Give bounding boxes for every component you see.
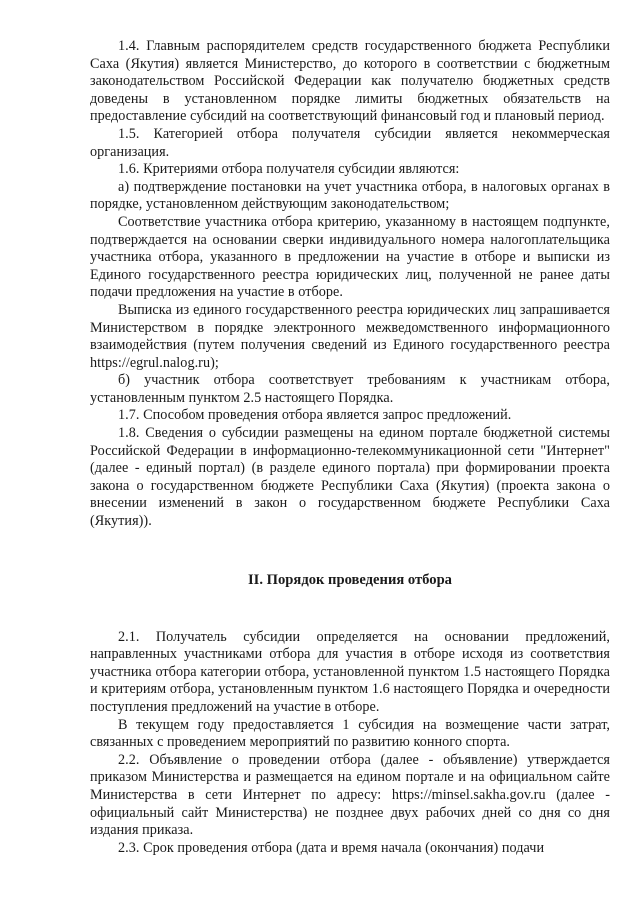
paragraph-1-6-b: б) участник отбора соответствует требованиям к участникам отбора, установленным пунктом 2.5 настоящего Порядка. <box>90 372 610 406</box>
paragraph-criterion-compliance: Соответствие участника отбора критерию, указанному в настоящем подпункте, подтверждается на основании сверки индивидуального номера налогоплательщика участника отбора, указанного в предложении на участие в отборе и выписки из Единого государственного реестра юридических лиц, полученной не ранее даты подачи предложения на участие в отборе. <box>90 213 610 301</box>
paragraph-1-7: 1.7. Способом проведения отбора является запрос предложений. <box>118 407 512 424</box>
paragraph-2-1: 2.1. Получатель субсидии определяется на основании предложений, направленных участниками отбора для участия в отборе исходя из соответствия участника отбора категории отбора, установленной пунктом 1.5 настоящего Порядка и критериям отбора, установленным пунктом 1.6 настоящего Порядка и очередности поступления предложений на участие в отборе. <box>90 628 610 715</box>
paragraph-2-3: 2.3. Срок проведения отбора (дата и время начала (окончания) подачи <box>118 839 545 856</box>
section-heading: II. Порядок проведения отбора <box>248 571 452 588</box>
paragraph-1-8: 1.8. Сведения о субсидии размещены на едином портале бюджетной системы Российской Федерации в информационно-телекоммуникационной сети "Интернет" (далее - единый портал) (в разделе единого портала) при формировании проекта закона о государственном бюджете Республики Саха (Якутия) (проекта закона о внесении изменений в закон о государственном бюджете Республики Саха (Якутия)). <box>90 425 610 530</box>
paragraph-1-6: 1.6. Критериями отбора получателя субсидии являются: <box>118 161 460 178</box>
paragraph-1-5: 1.5. Категорией отбора получателя субсидии является некоммерческая организация. <box>90 125 610 160</box>
paragraph-current-year-subsidy: В текущем году предоставляется 1 субсидия на возмещение части затрат, связанных с проведением мероприятий по развитию конного спорта. <box>90 716 610 751</box>
paragraph-2-2: 2.2. Объявление о проведении отбора (далее - объявление) утверждается приказом Министерства и размещается на едином портале и на официальном сайте Министерства в сети Интернет по адресу: https://minsel.sakha.gov.ru (далее - официальный сайт Министерства) не позднее двух рабочих дней со дня со дня издания приказа. <box>90 751 610 839</box>
paragraph-egrul-extract: Выписка из единого государственного реестра юридических лиц запрашивается Министерством в порядке электронного межведомственного информационного взаимодействия (путем получения сведений из Единого государственного реестра https://egrul.nalog.ru); <box>90 301 610 371</box>
paragraph-1-4: 1.4. Главным распорядителем средств государственного бюджета Республики Саха (Якутия) является Министерство, до которого в соответствии с бюджетным законодательством Российской Федерации как получателю бюджетных средств доведены в установленном порядке лимиты бюджетных обязательств на предоставление субсидий на соответствующий финансовый год и плановый период. <box>90 38 610 125</box>
paragraph-1-6-a: а) подтверждение постановки на учет участника отбора, в налоговых органах в порядке, установленном действующим законодательством; <box>90 178 610 213</box>
